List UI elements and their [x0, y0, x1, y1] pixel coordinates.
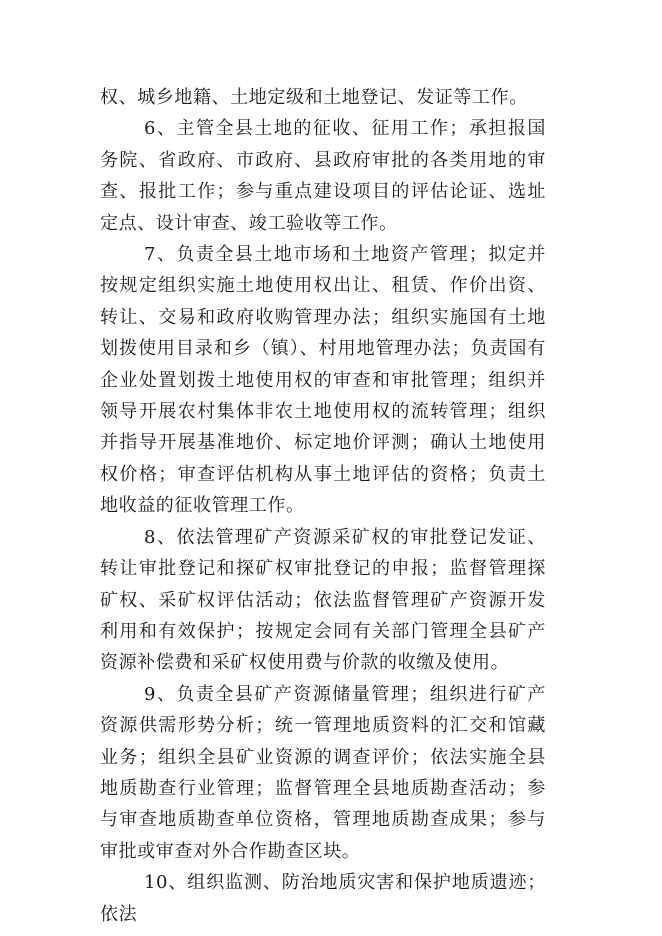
- paragraph-item-7: 7、负责全县土地市场和土地资产管理；拟定并按规定组织实施土地使用权出让、租赁、作价出资、转让、交易和政府收购管理办法；组织实施国有土地划拨使用目录和乡（镇）、村用地管理办法；负责国有企业处置划拨土地使用权的审查和审批管理；组织并领导开展农村集体非农土地使用权的流转管理；组织并指导开展基准地价、标定地价评测；确认土地使用权价格；审查评估机构从事土地评估的资格；负责土地收益的征收管理工作。: [100, 244, 546, 517]
- paragraph-item-10: 10、组织监测、防治地质灾害和保护地质遗迹；依法: [100, 872, 546, 925]
- paragraph-item-8: 8、依法管理矿产资源采矿权的审批登记发证、转让审批登记和探矿权审批登记的申报；监督管理探矿权、采矿权评估活动；依法监督管理矿产资源开发利用和有效保护；按规定会同有关部门管理全县矿产资源补偿费和采矿权使用费与价款的收缴及使用。: [100, 526, 546, 674]
- paragraph-item-6: 6、主管全县土地的征收、征用工作；承担报国务院、省政府、市政府、县政府审批的各类用地的审查、报批工作；参与重点建设项目的评估论证、选址定点、设计审查、竣工验收等工作。: [100, 118, 546, 234]
- paragraph-continuation: 权、城乡地籍、土地定级和土地登记、发证等工作。: [100, 87, 528, 108]
- paragraph-item-9: 9、负责全县矿产资源储量管理；组织进行矿产资源供需形势分析；统一管理地质资料的汇交和馆藏业务；组织全县矿业资源的调查评价；依法实施全县地质勘查行业管理；监督管理全县地质勘查活动；参与审查地质勘查单位资格，管理地质勘查成果；参与审批或审查对外合作勘查区块。: [100, 683, 546, 862]
- document-body: [100, 82, 546, 930]
